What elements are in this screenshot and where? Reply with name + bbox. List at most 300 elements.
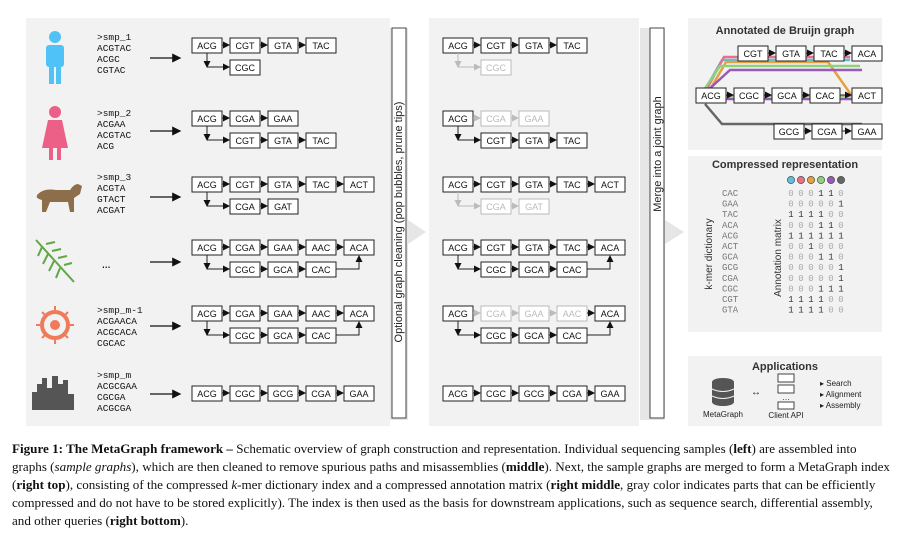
cleaned-graphs-panel — [429, 18, 639, 426]
matrix-kmer: GCA — [722, 252, 739, 263]
matrix-bit: 1 — [788, 295, 794, 305]
svg-text:CGA: CGA — [562, 389, 582, 399]
svg-text:ACA: ACA — [349, 309, 369, 319]
matrix-bit: 1 — [798, 295, 804, 305]
sample-color-dot — [797, 176, 804, 183]
svg-text:GCA: GCA — [777, 91, 797, 101]
svg-text:AAC: AAC — [562, 309, 582, 319]
matrix-bit: 1 — [788, 305, 794, 316]
caption-right-middle: right middle — [550, 477, 621, 492]
matrix-bit: 0 — [828, 305, 834, 316]
kmer-node — [481, 60, 511, 75]
kmer-node — [268, 386, 298, 401]
matrix-bit: 1 — [818, 189, 824, 199]
kmer-node — [268, 199, 298, 214]
svg-text:ACG: ACG — [197, 389, 217, 399]
sample-seq-line: ACGCGA — [97, 403, 132, 414]
svg-text:AAC: AAC — [311, 309, 331, 319]
matrix-kmer: ACA — [722, 220, 739, 231]
kmer-node — [595, 386, 625, 401]
svg-text:ACG: ACG — [197, 114, 217, 124]
svg-text:ACG: ACG — [448, 389, 468, 399]
sample-seq-line: >smp_m-1 — [97, 305, 143, 316]
kmer-node — [306, 328, 336, 343]
matrix-bit: 0 — [838, 242, 844, 252]
matrix-bit: 0 — [798, 252, 804, 263]
svg-text:TAC: TAC — [563, 180, 581, 190]
matrix-bit: 0 — [828, 210, 834, 221]
svg-text:TAC: TAC — [820, 49, 838, 59]
kmer-node — [481, 177, 511, 192]
matrix-bit: 0 — [818, 273, 824, 284]
matrix-bit: 0 — [808, 199, 814, 210]
svg-text:ACG: ACG — [197, 309, 217, 319]
matrix-bit: 1 — [808, 210, 814, 221]
sample-seq-line: ACGTA — [97, 183, 126, 194]
svg-text:CGT: CGT — [235, 180, 255, 190]
caption-middle: middle — [505, 459, 545, 474]
kmer-node — [519, 111, 549, 126]
debruijn-node — [814, 46, 844, 61]
svg-text:CGA: CGA — [235, 202, 255, 212]
matrix-bit: 0 — [838, 220, 844, 231]
matrix-bit: 0 — [788, 220, 794, 231]
debruijn-node — [734, 88, 764, 103]
matrix-bit: 1 — [818, 284, 824, 295]
matrix-bit: 0 — [818, 242, 824, 252]
debruijn-node — [738, 46, 768, 61]
sample-seq-line: … — [102, 257, 111, 273]
debruijn-node — [774, 124, 804, 139]
sample-seq-line: >smp_m — [97, 370, 132, 381]
caption-text-4: ). Next, the sample graphs are merged to form a MetaGraph index ( — [12, 459, 890, 492]
matrix-bit: 0 — [798, 220, 804, 231]
svg-text:ACG: ACG — [197, 41, 217, 51]
matrix-bit: 1 — [818, 231, 824, 242]
caption-right-top: right top — [16, 477, 66, 492]
svg-text:GAA: GAA — [524, 114, 544, 124]
kmer-node — [230, 386, 260, 401]
matrix-bit: 1 — [808, 231, 814, 242]
svg-text:TAC: TAC — [312, 136, 330, 146]
svg-text:GAT: GAT — [274, 202, 292, 212]
kmer-node — [306, 177, 336, 192]
svg-text:CGA: CGA — [235, 309, 255, 319]
svg-text:GAA: GAA — [349, 389, 369, 399]
figure-caption — [12, 440, 892, 530]
svg-text:AAC: AAC — [311, 243, 331, 253]
kmer-node — [481, 262, 511, 277]
svg-text:CGT: CGT — [743, 49, 763, 59]
svg-text:CGC: CGC — [486, 63, 506, 73]
matrix-kmer: CGC — [722, 284, 739, 295]
kmer-node — [557, 240, 587, 255]
matrix-kmer: CAC — [722, 189, 739, 199]
matrix-bit: 1 — [788, 231, 794, 242]
sample-seq-line: ACGAA — [97, 119, 126, 130]
metagraph-label: MetaGraph — [702, 410, 744, 419]
caption-text-5: ), consisting of the compressed — [65, 477, 232, 492]
client-api-label: Client API — [768, 411, 804, 420]
matrix-label: Annotation matrix — [773, 219, 784, 297]
kmer-node — [192, 386, 222, 401]
kmer-node — [306, 133, 336, 148]
kmer-node — [557, 38, 587, 53]
svg-text:CGT: CGT — [235, 41, 255, 51]
sample-seq-line: ACG — [97, 141, 115, 152]
svg-text:GTA: GTA — [782, 49, 800, 59]
svg-text:CGT: CGT — [486, 243, 506, 253]
kmer-node — [344, 240, 374, 255]
svg-text:ACT: ACT — [858, 91, 876, 101]
matrix-bit: 0 — [838, 295, 844, 305]
matrix-bit: 1 — [838, 231, 844, 242]
kmer-node — [519, 240, 549, 255]
sample-seq-line: CGCGA — [97, 392, 126, 403]
kmer-node — [230, 38, 260, 53]
sample-seq-line: ACGTAC — [97, 130, 132, 141]
kmer-node — [443, 177, 473, 192]
matrix-bit: 0 — [818, 263, 824, 274]
svg-text:CGA: CGA — [311, 389, 331, 399]
sample-color-dot — [817, 176, 824, 183]
matrix-bit: 0 — [808, 273, 814, 284]
kmer-node — [192, 240, 222, 255]
sample-graphs-panel — [26, 18, 390, 426]
dictionary-label: k-mer dictionary — [704, 218, 715, 290]
kmer-node — [443, 38, 473, 53]
kmer-node — [481, 38, 511, 53]
matrix-bit: 0 — [838, 210, 844, 221]
matrix-bit: 1 — [818, 210, 824, 221]
database-icon — [712, 378, 734, 406]
kmer-node — [306, 306, 336, 321]
sample-seq-line: ACGCGAA — [97, 381, 137, 392]
kmer-node — [595, 306, 625, 321]
caption-title: Figure 1: The MetaGraph framework – — [12, 441, 233, 456]
svg-text:GCG: GCG — [523, 389, 545, 399]
matrix-bit: 1 — [818, 295, 824, 305]
svg-text:TAC: TAC — [563, 243, 581, 253]
svg-text:CGC: CGC — [486, 265, 506, 275]
matrix-bit: 1 — [808, 295, 814, 305]
svg-text:ACG: ACG — [448, 309, 468, 319]
matrix-bit: 0 — [788, 199, 794, 210]
merge-label: Merge into a joint graph — [652, 96, 664, 212]
svg-text:GAA: GAA — [857, 127, 877, 137]
debruijn-node — [852, 46, 882, 61]
kmer-node — [344, 177, 374, 192]
svg-text:GAT: GAT — [525, 202, 543, 212]
svg-text:CGT: CGT — [486, 180, 506, 190]
caption-text-8: ). — [180, 513, 189, 528]
kmer-node — [268, 262, 298, 277]
kmer-node — [557, 133, 587, 148]
svg-text:ACG: ACG — [701, 91, 721, 101]
matrix-bit: 0 — [788, 189, 794, 199]
matrix-bit: 1 — [828, 220, 834, 231]
svg-text:TAC: TAC — [312, 41, 330, 51]
matrix-bit: 0 — [788, 273, 794, 284]
svg-text:ACA: ACA — [857, 49, 877, 59]
matrix-bit: 1 — [808, 242, 814, 252]
svg-text:GCA: GCA — [524, 265, 544, 275]
matrix-bit: 1 — [838, 263, 844, 274]
svg-text:ACG: ACG — [448, 243, 468, 253]
applications-title: Applications — [751, 361, 819, 373]
kmer-node — [557, 386, 587, 401]
matrix-kmer: TAC — [722, 210, 739, 221]
kmer-node — [230, 199, 260, 214]
sample-seq-line: ACGCACA — [97, 327, 137, 338]
svg-text:GAA: GAA — [273, 114, 293, 124]
caption-sample-graphs: sample graphs — [54, 459, 132, 474]
svg-text:CGC: CGC — [235, 389, 255, 399]
matrix-bit: 0 — [828, 199, 834, 210]
sample-color-dot — [827, 176, 834, 183]
sample-color-dot — [807, 176, 814, 183]
client-api-ellipsis: … — [782, 393, 790, 402]
kmer-node — [519, 199, 549, 214]
svg-text:GTA: GTA — [525, 41, 543, 51]
svg-text:GTA: GTA — [525, 180, 543, 190]
matrix-bit: 0 — [798, 199, 804, 210]
matrix-kmer: CGT — [722, 295, 739, 305]
kmer-node — [306, 38, 336, 53]
kmer-node — [443, 386, 473, 401]
kmer-node — [557, 262, 587, 277]
svg-text:GAA: GAA — [273, 243, 293, 253]
kmer-node — [268, 133, 298, 148]
matrix-bit: 0 — [788, 242, 794, 252]
compressed-panel — [688, 156, 882, 332]
svg-text:CGA: CGA — [817, 127, 837, 137]
kmer-node — [481, 199, 511, 214]
compressed-title: Compressed representation — [711, 159, 859, 171]
svg-text:CAC: CAC — [311, 265, 331, 275]
svg-text:GTA: GTA — [274, 41, 292, 51]
matrix-kmer: GCG — [722, 263, 739, 274]
svg-text:ACG: ACG — [197, 180, 217, 190]
svg-text:CAC: CAC — [311, 331, 331, 341]
sample-seq-line: CGCAC — [97, 338, 126, 349]
matrix-bit: 1 — [828, 252, 834, 263]
svg-text:GTA: GTA — [274, 180, 292, 190]
kmer-node — [481, 240, 511, 255]
kmer-node — [268, 177, 298, 192]
svg-text:TAC: TAC — [563, 136, 581, 146]
svg-text:ACA: ACA — [349, 243, 369, 253]
matrix-bit: 1 — [818, 220, 824, 231]
caption-text-2: ) are assembled into graphs ( — [12, 441, 857, 474]
kmer-node — [481, 328, 511, 343]
matrix-bit: 1 — [838, 273, 844, 284]
matrix-bit: 0 — [808, 263, 814, 274]
matrix-bit: 1 — [838, 284, 844, 295]
sample-seq-line: CGTAC — [97, 65, 126, 76]
matrix-bit: 0 — [788, 252, 794, 263]
kmer-node — [443, 306, 473, 321]
matrix-bit: 0 — [828, 295, 834, 305]
svg-text:ACT: ACT — [601, 180, 619, 190]
matrix-bit: 1 — [808, 305, 814, 316]
matrix-bit: 1 — [798, 231, 804, 242]
matrix-kmer: CGA — [722, 273, 739, 284]
kmer-node — [557, 306, 587, 321]
caption-text-3: ), which are then cleaned to remove spurious paths and misassemblies ( — [131, 459, 506, 474]
matrix-kmer: ACG — [722, 231, 739, 242]
kmer-node — [481, 111, 511, 126]
matrix-bit: 0 — [798, 273, 804, 284]
svg-text:CGC: CGC — [486, 331, 506, 341]
svg-text:CGC: CGC — [235, 331, 255, 341]
svg-text:CGT: CGT — [235, 136, 255, 146]
matrix-bit: 1 — [828, 231, 834, 242]
kmer-node — [519, 306, 549, 321]
kmer-node — [192, 38, 222, 53]
caption-left: left — [733, 441, 752, 456]
matrix-bit: 0 — [838, 305, 844, 316]
svg-text:GCA: GCA — [524, 331, 544, 341]
svg-text:CGA: CGA — [235, 243, 255, 253]
kmer-node — [268, 306, 298, 321]
matrix-bit: 1 — [818, 305, 824, 316]
svg-text:GAA: GAA — [273, 309, 293, 319]
svg-text:GCG: GCG — [272, 389, 294, 399]
matrix-bit: 0 — [798, 242, 804, 252]
kmer-node — [481, 306, 511, 321]
kmer-node — [344, 386, 374, 401]
debruijn-node — [812, 124, 842, 139]
kmer-node — [519, 328, 549, 343]
svg-text:CGA: CGA — [486, 202, 506, 212]
kmer-node — [230, 306, 260, 321]
matrix-bit: 0 — [818, 199, 824, 210]
kmer-node — [344, 306, 374, 321]
matrix-bit: 0 — [838, 189, 844, 199]
caption-text-1: Schematic overview of graph construction and representation. Individual sequencing samples ( — [232, 441, 734, 456]
sample-seq-line: >smp_2 — [97, 108, 132, 119]
debruijn-node — [852, 124, 882, 139]
svg-text:ACT: ACT — [350, 180, 368, 190]
kmer-node — [519, 386, 549, 401]
caption-text-7: , gray color indicates parts that can be efficiently compressed and do not have to be stored explicitly). The index is then used as the basis for downstream applications, such as sequence search, differential assembly, and other queries ( — [12, 477, 876, 528]
sample-seq-line: GTACT — [97, 194, 126, 205]
svg-text:CGT: CGT — [486, 136, 506, 146]
kmer-node — [230, 177, 260, 192]
svg-text:GCA: GCA — [273, 265, 293, 275]
svg-text:ACG: ACG — [448, 180, 468, 190]
svg-text:CGC: CGC — [235, 63, 255, 73]
sample-color-dot — [837, 176, 844, 183]
matrix-kmer: GTA — [722, 305, 739, 316]
svg-text:TAC: TAC — [312, 180, 330, 190]
svg-text:CGA: CGA — [486, 114, 506, 124]
kmer-node — [268, 111, 298, 126]
sample-seq-line: ACGAT — [97, 205, 126, 216]
kmer-node — [519, 262, 549, 277]
svg-text:ACA: ACA — [600, 309, 620, 319]
matrix-bit: 0 — [808, 284, 814, 295]
svg-text:GAA: GAA — [600, 389, 620, 399]
svg-text:CGC: CGC — [235, 265, 255, 275]
svg-text:GCA: GCA — [273, 331, 293, 341]
app-item-assembly: ▸ Assembly — [820, 401, 861, 410]
caption-k: k — [231, 477, 238, 492]
kmer-node — [192, 177, 222, 192]
svg-text:ACG: ACG — [448, 41, 468, 51]
debruijn-node — [696, 88, 726, 103]
sample-seq-line: >smp_1 — [97, 32, 132, 43]
kmer-node — [557, 328, 587, 343]
caption-right-bottom: right bottom — [109, 513, 181, 528]
sample-seq-line: >smp_3 — [97, 172, 132, 183]
kmer-node — [595, 240, 625, 255]
debruijn-node — [776, 46, 806, 61]
matrix-bit: 0 — [828, 242, 834, 252]
kmer-node — [443, 111, 473, 126]
svg-text:CGC: CGC — [486, 389, 506, 399]
sample-seq-line: ACGC — [97, 54, 120, 65]
kmer-node — [481, 133, 511, 148]
kmer-node — [268, 240, 298, 255]
merge-bar — [650, 28, 664, 418]
matrix-bit: 0 — [838, 252, 844, 263]
svg-text:CGA: CGA — [486, 309, 506, 319]
matrix-bit: 1 — [798, 305, 804, 316]
matrix-bit: 0 — [788, 284, 794, 295]
matrix-bit: 0 — [808, 252, 814, 263]
kmer-node — [230, 262, 260, 277]
svg-text:GTA: GTA — [525, 136, 543, 146]
svg-text:CAC: CAC — [815, 91, 835, 101]
bidirectional-arrow-icon: ↔ — [751, 387, 761, 398]
matrix-kmer: GAA — [722, 199, 739, 210]
sample-color-dot — [787, 176, 794, 183]
svg-text:CGC: CGC — [739, 91, 759, 101]
matrix-bit: 0 — [798, 189, 804, 199]
kmer-node — [192, 306, 222, 321]
debruijn-node — [852, 88, 882, 103]
kmer-node — [268, 328, 298, 343]
debruijn-node — [810, 88, 840, 103]
svg-text:TAC: TAC — [563, 41, 581, 51]
app-item-alignment: ▸ Alignment — [820, 390, 862, 399]
svg-text:GAA: GAA — [524, 309, 544, 319]
matrix-bit: 0 — [808, 189, 814, 199]
app-item-search: ▸ Search — [820, 379, 852, 388]
svg-text:ACG: ACG — [448, 114, 468, 124]
kmer-node — [306, 240, 336, 255]
kmer-node — [519, 177, 549, 192]
sample-seq-line: ACGAACA — [97, 316, 137, 327]
kmer-node — [192, 111, 222, 126]
kmer-node — [519, 133, 549, 148]
matrix-bit: 0 — [828, 263, 834, 274]
kmer-node — [557, 177, 587, 192]
matrix-bit: 0 — [828, 273, 834, 284]
svg-text:ACG: ACG — [197, 243, 217, 253]
matrix-bit: 1 — [828, 284, 834, 295]
debruijn-node — [772, 88, 802, 103]
kmer-node — [519, 38, 549, 53]
kmer-node — [595, 177, 625, 192]
matrix-bit: 1 — [828, 189, 834, 199]
svg-text:CAC: CAC — [562, 331, 582, 341]
kmer-node — [481, 386, 511, 401]
svg-text:CGA: CGA — [235, 114, 255, 124]
kmer-node — [230, 133, 260, 148]
